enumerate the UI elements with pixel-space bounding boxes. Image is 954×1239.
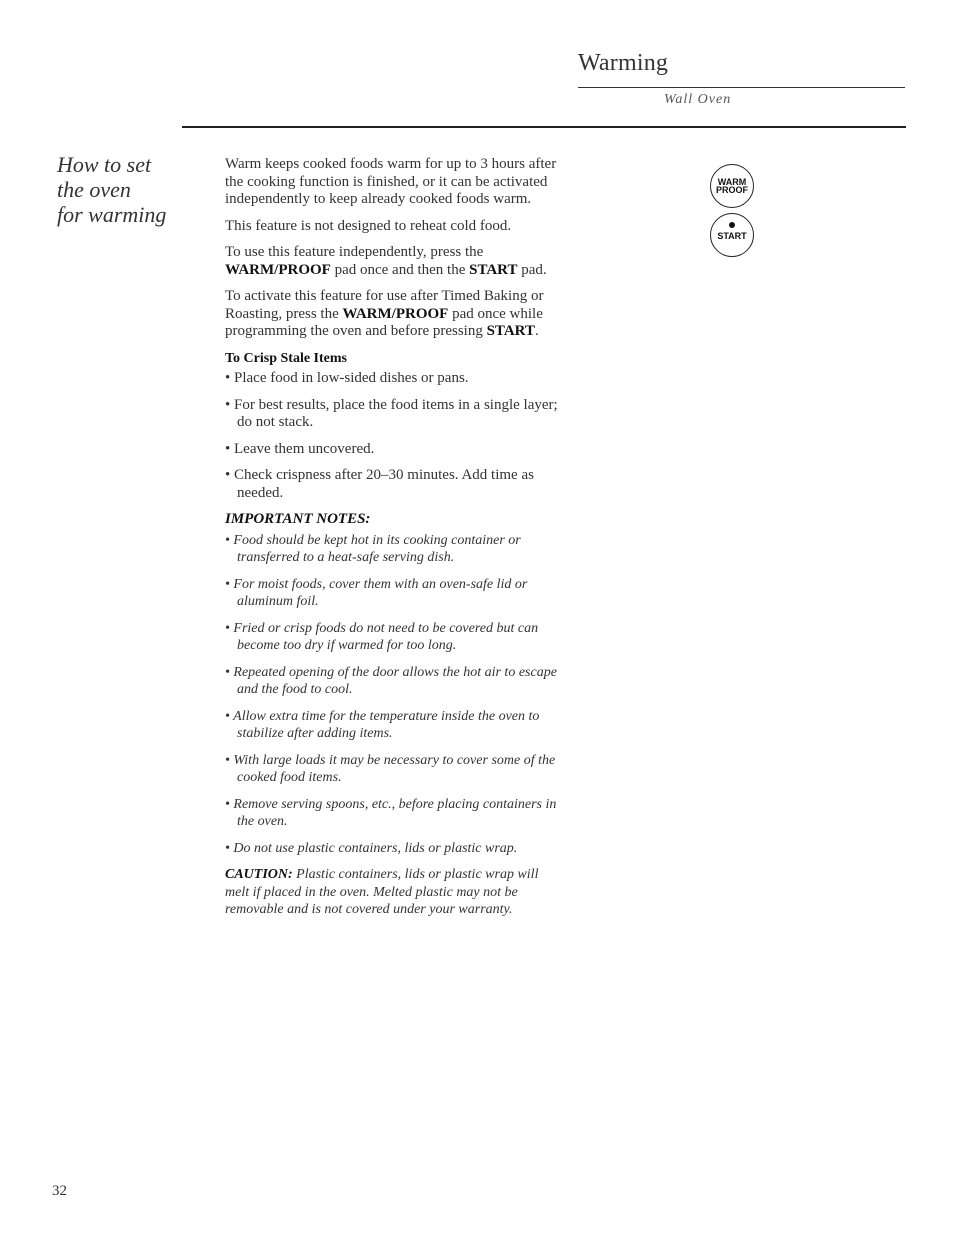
note-item: • Do not use plastic containers, lids or plastic wrap.: [225, 840, 518, 856]
start-pad-icon: [710, 213, 754, 257]
crisp-heading: To Crisp Stale Items: [225, 350, 347, 366]
note-item: • For moist foods, cover them with an oven-safe lid or aluminum foil.: [225, 576, 528, 609]
start-term: START: [469, 261, 518, 278]
warm-pad-label: WARM: [717, 177, 747, 187]
intro-paragraph: Warm keeps cooked foods warm for up to 3 hours after the cooking function is finished, or it can be activated independently to keep already cooked foods warm.: [225, 156, 557, 207]
crisp-item: • Place food in low-sided dishes or pans.: [225, 370, 469, 386]
note-item: • Repeated opening of the door allows the hot air to escape and the food to cool.: [225, 664, 557, 697]
note-item: • Fried or crisp foods do not need to be covered but can become too dry if warmed for too long.: [225, 620, 539, 653]
warm-proof-term: WARM/PROOF: [342, 305, 449, 322]
caution-paragraph: CAUTION: Plastic containers, lids or plastic wrap will melt if placed in the oven. Melted plastic may not be removable and is not covered under your warranty.: [225, 867, 539, 917]
warm-proof-pad-icon: [710, 164, 754, 208]
section-title: Warming: [578, 50, 669, 76]
start-pad-label: START: [717, 231, 747, 241]
reheat-note-paragraph: This feature is not designed to reheat cold food.: [225, 217, 512, 234]
warm-proof-term: WARM/PROOF: [225, 261, 331, 278]
side-heading: [57, 152, 207, 227]
independent-use-paragraph: To use this feature independently, press the WARM/PROOF pad once and then the START pad.: [225, 244, 547, 278]
side-heading-line-2: the oven: [57, 177, 131, 202]
crisp-item: • For best results, place the food items in a single layer; do not stack.: [225, 396, 558, 430]
page-number: 32: [52, 1183, 67, 1199]
note-item: • With large loads it may be necessary to cover some of the cooked food items.: [225, 752, 556, 785]
note-item: • Food should be kept hot in its cooking container or transferred to a heat-safe serving dish.: [225, 532, 521, 565]
note-item: • Remove serving spoons, etc., before placing containers in the oven.: [225, 796, 557, 829]
important-notes-heading: IMPORTANT NOTES:: [225, 511, 371, 527]
side-heading-line-1: How to set: [57, 152, 152, 177]
proof-pad-label: PROOF: [715, 185, 748, 195]
start-indicator-dot: [729, 222, 735, 228]
caution-label: CAUTION:: [225, 867, 293, 882]
main-divider: [182, 126, 906, 128]
start-term: START: [486, 323, 535, 339]
section-subtitle: Wall Oven: [664, 92, 732, 107]
header-rule: [578, 87, 905, 88]
timed-use-paragraph: To activate this feature for use after Timed Baking or Roasting, press the WARM/PROOF pad once while programming the oven and before pressing START.: [225, 288, 544, 339]
main-content: [225, 156, 565, 928]
crisp-item: • Leave them uncovered.: [225, 440, 375, 457]
crisp-item: • Check crispness after 20–30 minutes. Add time as needed.: [225, 467, 534, 501]
note-item: • Allow extra time for the temperature inside the oven to stabilize after adding items.: [225, 708, 540, 741]
side-heading-line-3: for warming: [57, 202, 167, 227]
